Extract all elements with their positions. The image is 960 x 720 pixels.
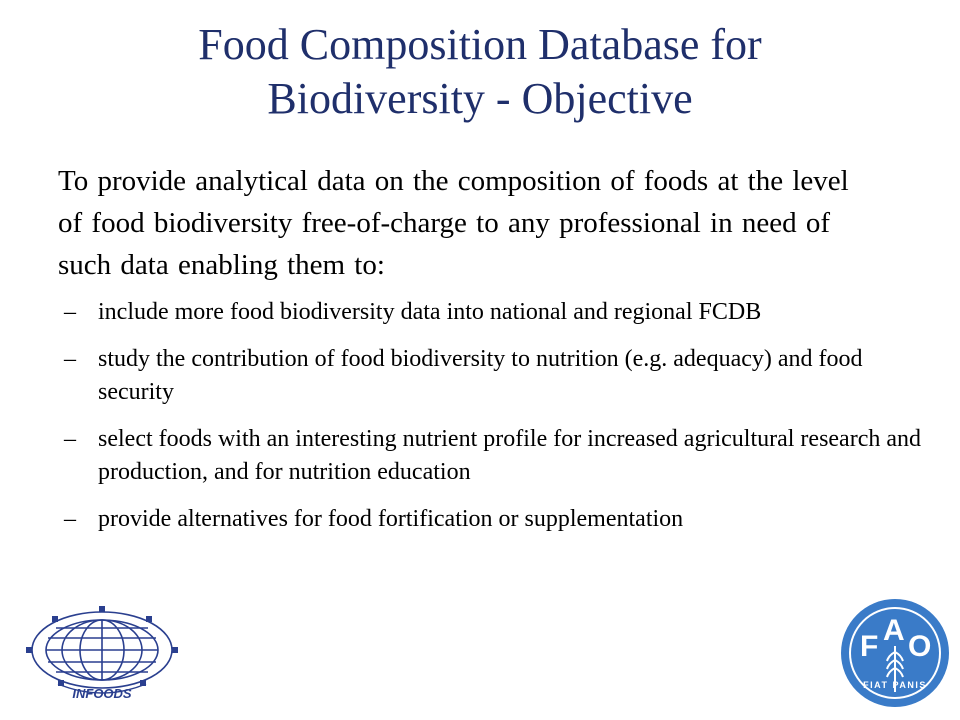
list-item-text: provide alternatives for food fortification or supplementation — [98, 506, 684, 532]
title-line-1: Food Composition Database for — [198, 20, 762, 69]
dash-bullet: – — [64, 346, 76, 372]
dash-bullet: – — [64, 426, 76, 452]
infoods-logo — [22, 598, 182, 710]
list-item — [64, 423, 924, 489]
list-item-text: study the contribution of food biodiversity to nutrition (e.g. adequacy) and food security — [98, 346, 863, 405]
infoods-logo-text: INFOODS — [72, 686, 132, 701]
fao-letter-a: A — [883, 614, 905, 647]
fao-letter-f: F — [860, 630, 879, 663]
list-item — [64, 296, 924, 329]
fao-logo — [838, 596, 952, 710]
dash-bullet: – — [64, 299, 76, 325]
fao-letter-o: O — [908, 630, 932, 663]
list-item-text: include more food biodiversity data into national and regional FCDB — [98, 299, 762, 325]
list-item — [64, 343, 924, 409]
slide-title — [60, 18, 900, 126]
fao-motto: FIAT PANIS — [863, 680, 927, 690]
list-item-text: select foods with an interesting nutrient profile for increased agricultural research and production, and for nutrition education — [98, 426, 922, 485]
objective-list — [64, 296, 924, 550]
title-line-2: Biodiversity - Objective — [267, 74, 693, 123]
lead-paragraph: To provide analytical data on the composition of foods at the level of food biodiversity free-of-charge to any professional in need of such data enabling them to: — [58, 165, 849, 281]
dash-bullet: – — [64, 506, 76, 532]
list-item — [64, 503, 924, 536]
